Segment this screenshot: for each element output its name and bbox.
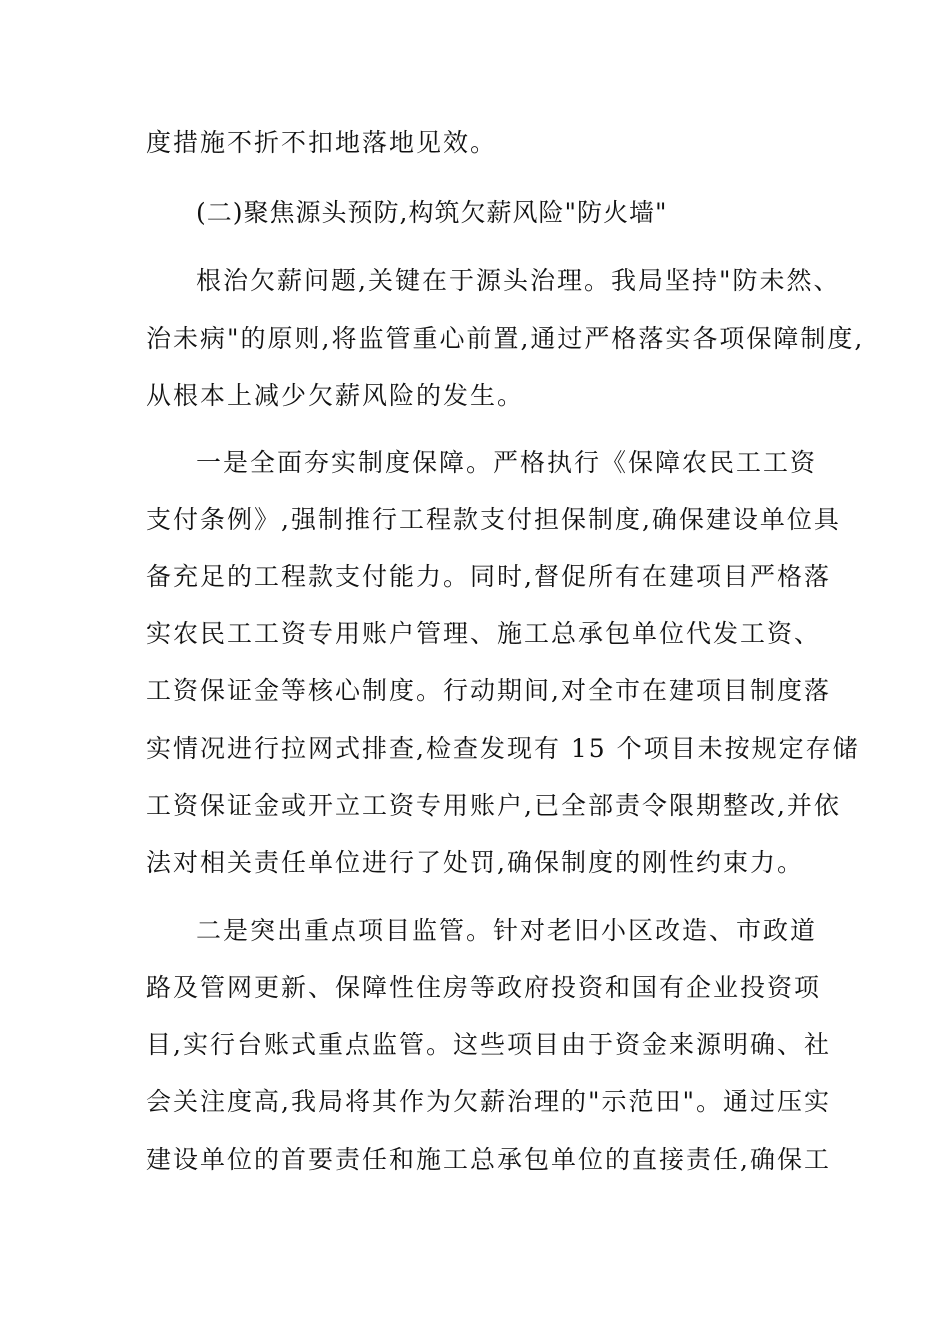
text-line-1: 度措施不折不扣地落地见效。 — [146, 128, 498, 157]
text-line-11: 实情况进行拉网式排查,检查发现有 15 个项目未按规定存储 — [146, 734, 860, 763]
text-line-10: 工资保证金等核心制度。行动期间,对全市在建项目制度落 — [146, 676, 831, 705]
section-heading: (二)聚焦源头预防,构筑欠薪风险"防火墙" — [196, 198, 668, 227]
text-line-14: 二是突出重点项目监管。针对老旧小区改造、市政道 — [196, 916, 818, 945]
text-line-7: 支付条例》,强制推行工程款支付担保制度,确保建设单位具 — [146, 505, 841, 534]
text-line-13: 法对相关责任单位进行了处罚,确保制度的刚性约束力。 — [146, 848, 804, 877]
text-line-18: 建设单位的首要责任和施工总承包单位的直接责任,确保工 — [146, 1145, 831, 1174]
text-line-6: 一是全面夯实制度保障。严格执行《保障农民工工资 — [196, 448, 818, 477]
text-line-16: 目,实行台账式重点监管。这些项目由于资金来源明确、社 — [146, 1030, 831, 1059]
text-line-8: 备充足的工程款支付能力。同时,督促所有在建项目严格落 — [146, 562, 831, 591]
text-line-4: 治未病"的原则,将监管重心前置,通过严格落实各项保障制度, — [146, 324, 865, 353]
text-line-9: 实农民工工资专用账户管理、施工总承包单位代发工资、 — [146, 619, 822, 648]
text-line-3: 根治欠薪问题,关键在于源头治理。我局坚持"防未然、 — [196, 266, 841, 295]
text-line-5: 从根本上减少欠薪风险的发生。 — [146, 381, 525, 410]
text-line-17: 会关注度高,我局将其作为欠薪治理的"示范田"。通过压实 — [146, 1087, 831, 1116]
text-line-12: 工资保证金或开立工资专用账户,已全部责令限期整改,并依 — [146, 791, 841, 820]
text-line-15: 路及管网更新、保障性住房等政府投资和国有企业投资项 — [146, 973, 822, 1002]
